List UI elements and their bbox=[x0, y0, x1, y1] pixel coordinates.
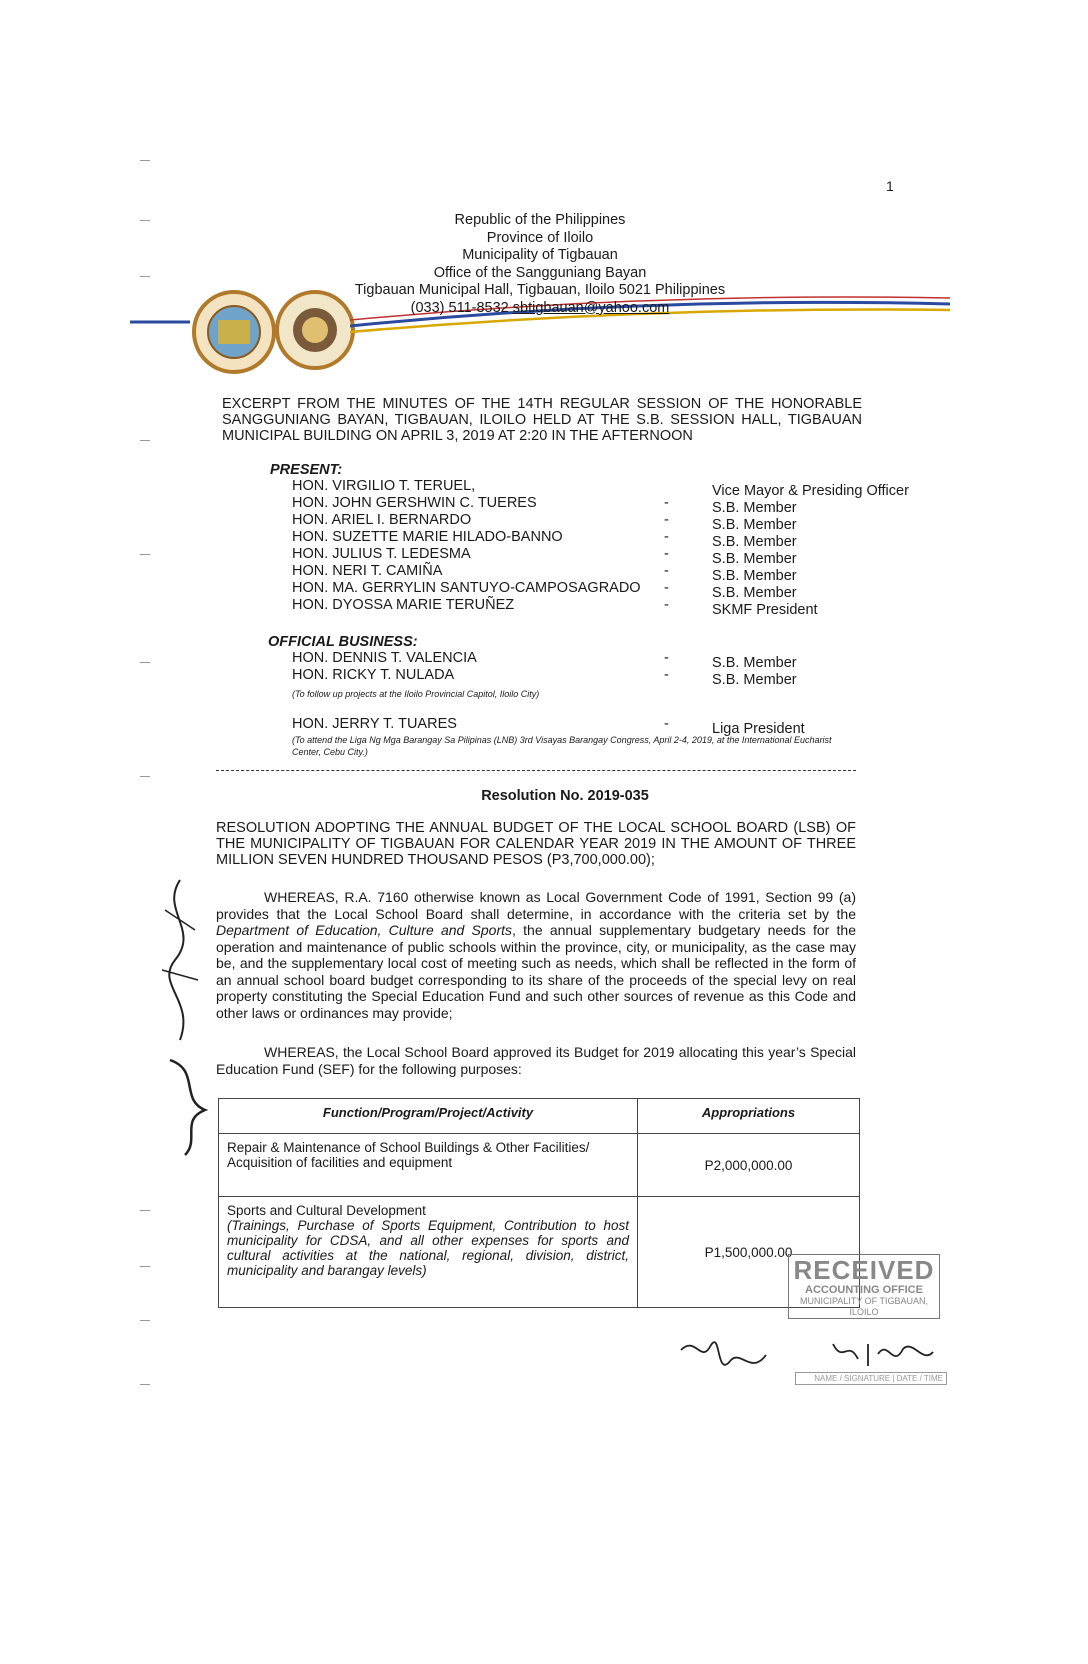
whereas-2-text: WHEREAS, the Local School Board approved its Budget for 2019 allocating this year’s Special Education Fund (SEF) for the following purposes: bbox=[216, 1044, 856, 1077]
table-header-appropriations: Appropriations bbox=[638, 1099, 860, 1134]
margin-mark bbox=[140, 1210, 150, 1211]
stamp-signature-line: NAME / SIGNATURE | DATE / TIME bbox=[795, 1372, 947, 1385]
letterhead-country: Republic of the Philippines bbox=[454, 212, 626, 228]
resolution-title: RESOLUTION ADOPTING THE ANNUAL BUDGET OF THE LOCAL SCHOOL BOARD (LSB) OF THE MUNICIPALITY OF TIGBAUAN FOR CALENDAR YEAR 2019 IN THE AMOUNT OF THREE MILLION SEVEN HUNDRED THOUSAND PESOS (P3,700,000.00); bbox=[216, 820, 856, 868]
whereas-1-deped: Department of Education, Culture and Sports bbox=[216, 922, 513, 938]
attendee-position: S.B. Member bbox=[712, 585, 797, 601]
attendee-position: S.B. Member bbox=[712, 568, 797, 584]
table-row bbox=[219, 1134, 860, 1197]
attendee-name: HON. SUZETTE MARIE HILADO-BANNO bbox=[292, 529, 563, 545]
attendee-name: HON. DENNIS T. VALENCIA bbox=[292, 650, 477, 666]
whereas-paragraph-2 bbox=[216, 1044, 856, 1077]
margin-mark bbox=[140, 662, 150, 663]
excerpt-heading: EXCERPT FROM THE MINUTES OF THE 14TH REGULAR SESSION OF THE HONORABLE SANGGUNIANG BAYAN, TIGBAUAN, ILOILO HELD AT THE S.B. SESSION HALL, TIGBAUAN MUNICIPAL BUILDING ON APRIL 3, 2019 AT 2:20 IN THE AFTERNOON bbox=[222, 396, 862, 444]
letterhead-email[interactable]: sbtigbauan@yahoo.com bbox=[512, 299, 670, 316]
attendee-dash: - bbox=[664, 667, 669, 683]
page-number: 1 bbox=[886, 178, 894, 194]
margin-mark bbox=[140, 440, 150, 441]
official-business-label: OFFICIAL BUSINESS: bbox=[268, 634, 418, 650]
attendee-position: SKMF President bbox=[712, 602, 818, 618]
stamp-received: RECEIVED bbox=[793, 1255, 935, 1285]
handwritten-date-icon bbox=[828, 1334, 938, 1374]
letterhead-municipality: Municipality of Tigbauan bbox=[462, 247, 618, 263]
liga-dash: - bbox=[664, 716, 669, 732]
liga-note: (To attend the Liga Ng Mga Barangay Sa Pilipinas (LNB) 3rd Visayas Barangay Congress, April 2-4, 2019, at the International Eucharist Center, Cebu City.) bbox=[292, 735, 832, 757]
margin-mark bbox=[140, 1266, 150, 1267]
attendee-name: HON. NERI T. CAMIÑA bbox=[292, 563, 443, 579]
handwritten-initials-icon bbox=[676, 1330, 776, 1390]
table-row bbox=[219, 1197, 860, 1308]
sef-budget-table bbox=[218, 1098, 860, 1308]
table-cell-activity bbox=[219, 1197, 638, 1308]
attendee-position: S.B. Member bbox=[712, 500, 797, 516]
table-cell-amount: P2,000,000.00 bbox=[638, 1134, 860, 1197]
letterhead-province: Province of Iloilo bbox=[486, 229, 594, 246]
whereas-1-text-a: WHEREAS, R.A. 7160 otherwise known as Local Government Code of 1991, Section 99 (a) provides that the Local School Board shall determine, in accordance with the criteria set by the bbox=[216, 889, 856, 922]
present-label: PRESENT: bbox=[270, 462, 343, 478]
letterhead-phone: (033) 511-8532 bbox=[410, 299, 509, 316]
whereas-1-text-b: , the annual supplementary budgetary needs for the operation and maintenance of public schools within the province, city, or municipality, as the case may be, and the supplementary local cost of meeting such as needs, which shall be reflected in the form of an annual school board budget corresponding to its share of the proceeds of the special levy on real property constituting the Special Education Fund and such other sources of revenue as this Code and other laws or ordinances may provide; bbox=[216, 922, 856, 1021]
liga-position: Liga President bbox=[712, 721, 805, 737]
margin-mark bbox=[140, 276, 150, 277]
attendee-dash: - bbox=[664, 546, 669, 562]
attendee-position: Vice Mayor & Presiding Officer bbox=[712, 483, 909, 499]
whereas-paragraph-1 bbox=[216, 889, 856, 1021]
margin-mark bbox=[140, 160, 150, 161]
attendee-dash: - bbox=[664, 650, 669, 666]
margin-mark bbox=[140, 220, 150, 221]
attendee-position: S.B. Member bbox=[712, 534, 797, 550]
dashed-separator bbox=[216, 770, 856, 771]
attendee-name: HON. MA. GERRYLIN SANTUYO-CAMPOSAGRADO bbox=[292, 580, 641, 596]
activity-title: Sports and Cultural Development bbox=[227, 1203, 426, 1218]
official-business-note: (To follow up projects at the Iloilo Provincial Capitol, Iloilo City) bbox=[292, 689, 540, 699]
letterhead-contact bbox=[300, 300, 780, 318]
attendee-name: HON. JULIUS T. LEDESMA bbox=[292, 546, 471, 562]
letterhead bbox=[300, 212, 780, 317]
attendee-dash: - bbox=[664, 580, 669, 596]
attendee-position: S.B. Member bbox=[712, 551, 797, 567]
liga-name: HON. JERRY T. TUARES bbox=[292, 716, 457, 732]
margin-signature-icon bbox=[150, 870, 210, 1050]
attendee-dash: - bbox=[664, 597, 669, 613]
attendee-position: S.B. Member bbox=[712, 672, 797, 688]
attendee-dash: - bbox=[664, 529, 669, 545]
attendee-name: HON. RICKY T. NULADA bbox=[292, 667, 455, 683]
attendee-position: S.B. Member bbox=[712, 517, 797, 533]
margin-mark bbox=[140, 776, 150, 777]
stamp-office: ACCOUNTING OFFICE bbox=[805, 1284, 923, 1296]
resolution-number: Resolution No. 2019-035 bbox=[481, 788, 649, 804]
attendee-dash: - bbox=[664, 512, 669, 528]
attendee-name: HON. ARIEL I. BERNARDO bbox=[292, 512, 472, 528]
margin-mark bbox=[140, 1384, 150, 1385]
attendee-name: HON. DYOSSA MARIE TERUÑEZ bbox=[292, 597, 515, 613]
activity-title: Repair & Maintenance of School Buildings & Other Facilities/ Acquisition of facilities and equipment bbox=[227, 1140, 590, 1170]
margin-signature-2-icon bbox=[160, 1050, 220, 1160]
margin-mark bbox=[140, 554, 150, 555]
table-cell-activity bbox=[219, 1134, 638, 1197]
letterhead-office: Office of the Sangguniang Bayan bbox=[433, 264, 647, 281]
table-cell-amount: P1,500,000.00 bbox=[638, 1197, 860, 1308]
received-stamp bbox=[788, 1254, 940, 1319]
table-header-row bbox=[219, 1099, 860, 1134]
attendee-dash: - bbox=[664, 495, 669, 511]
table-header-function: Function/Program/Project/Activity bbox=[219, 1099, 638, 1134]
attendee-position: S.B. Member bbox=[712, 655, 797, 671]
attendee-name: HON. JOHN GERSHWIN C. TUERES bbox=[292, 495, 537, 511]
letterhead-address: Tigbauan Municipal Hall, Tigbauan, Iloilo 5021 Philippines bbox=[354, 282, 726, 298]
attendee-dash: - bbox=[664, 563, 669, 579]
stamp-municipality: MUNICIPALITY OF TIGBAUAN, ILOILO bbox=[799, 1296, 929, 1317]
margin-mark bbox=[140, 1320, 150, 1321]
attendee-name: HON. VIRGILIO T. TERUEL, bbox=[292, 478, 476, 494]
activity-detail: (Trainings, Purchase of Sports Equipment, Contribution to host municipality for CDSA, and all other expenses for sports and cultural activities at the national, regional, division, district, municipality and barangay levels) bbox=[227, 1218, 629, 1278]
